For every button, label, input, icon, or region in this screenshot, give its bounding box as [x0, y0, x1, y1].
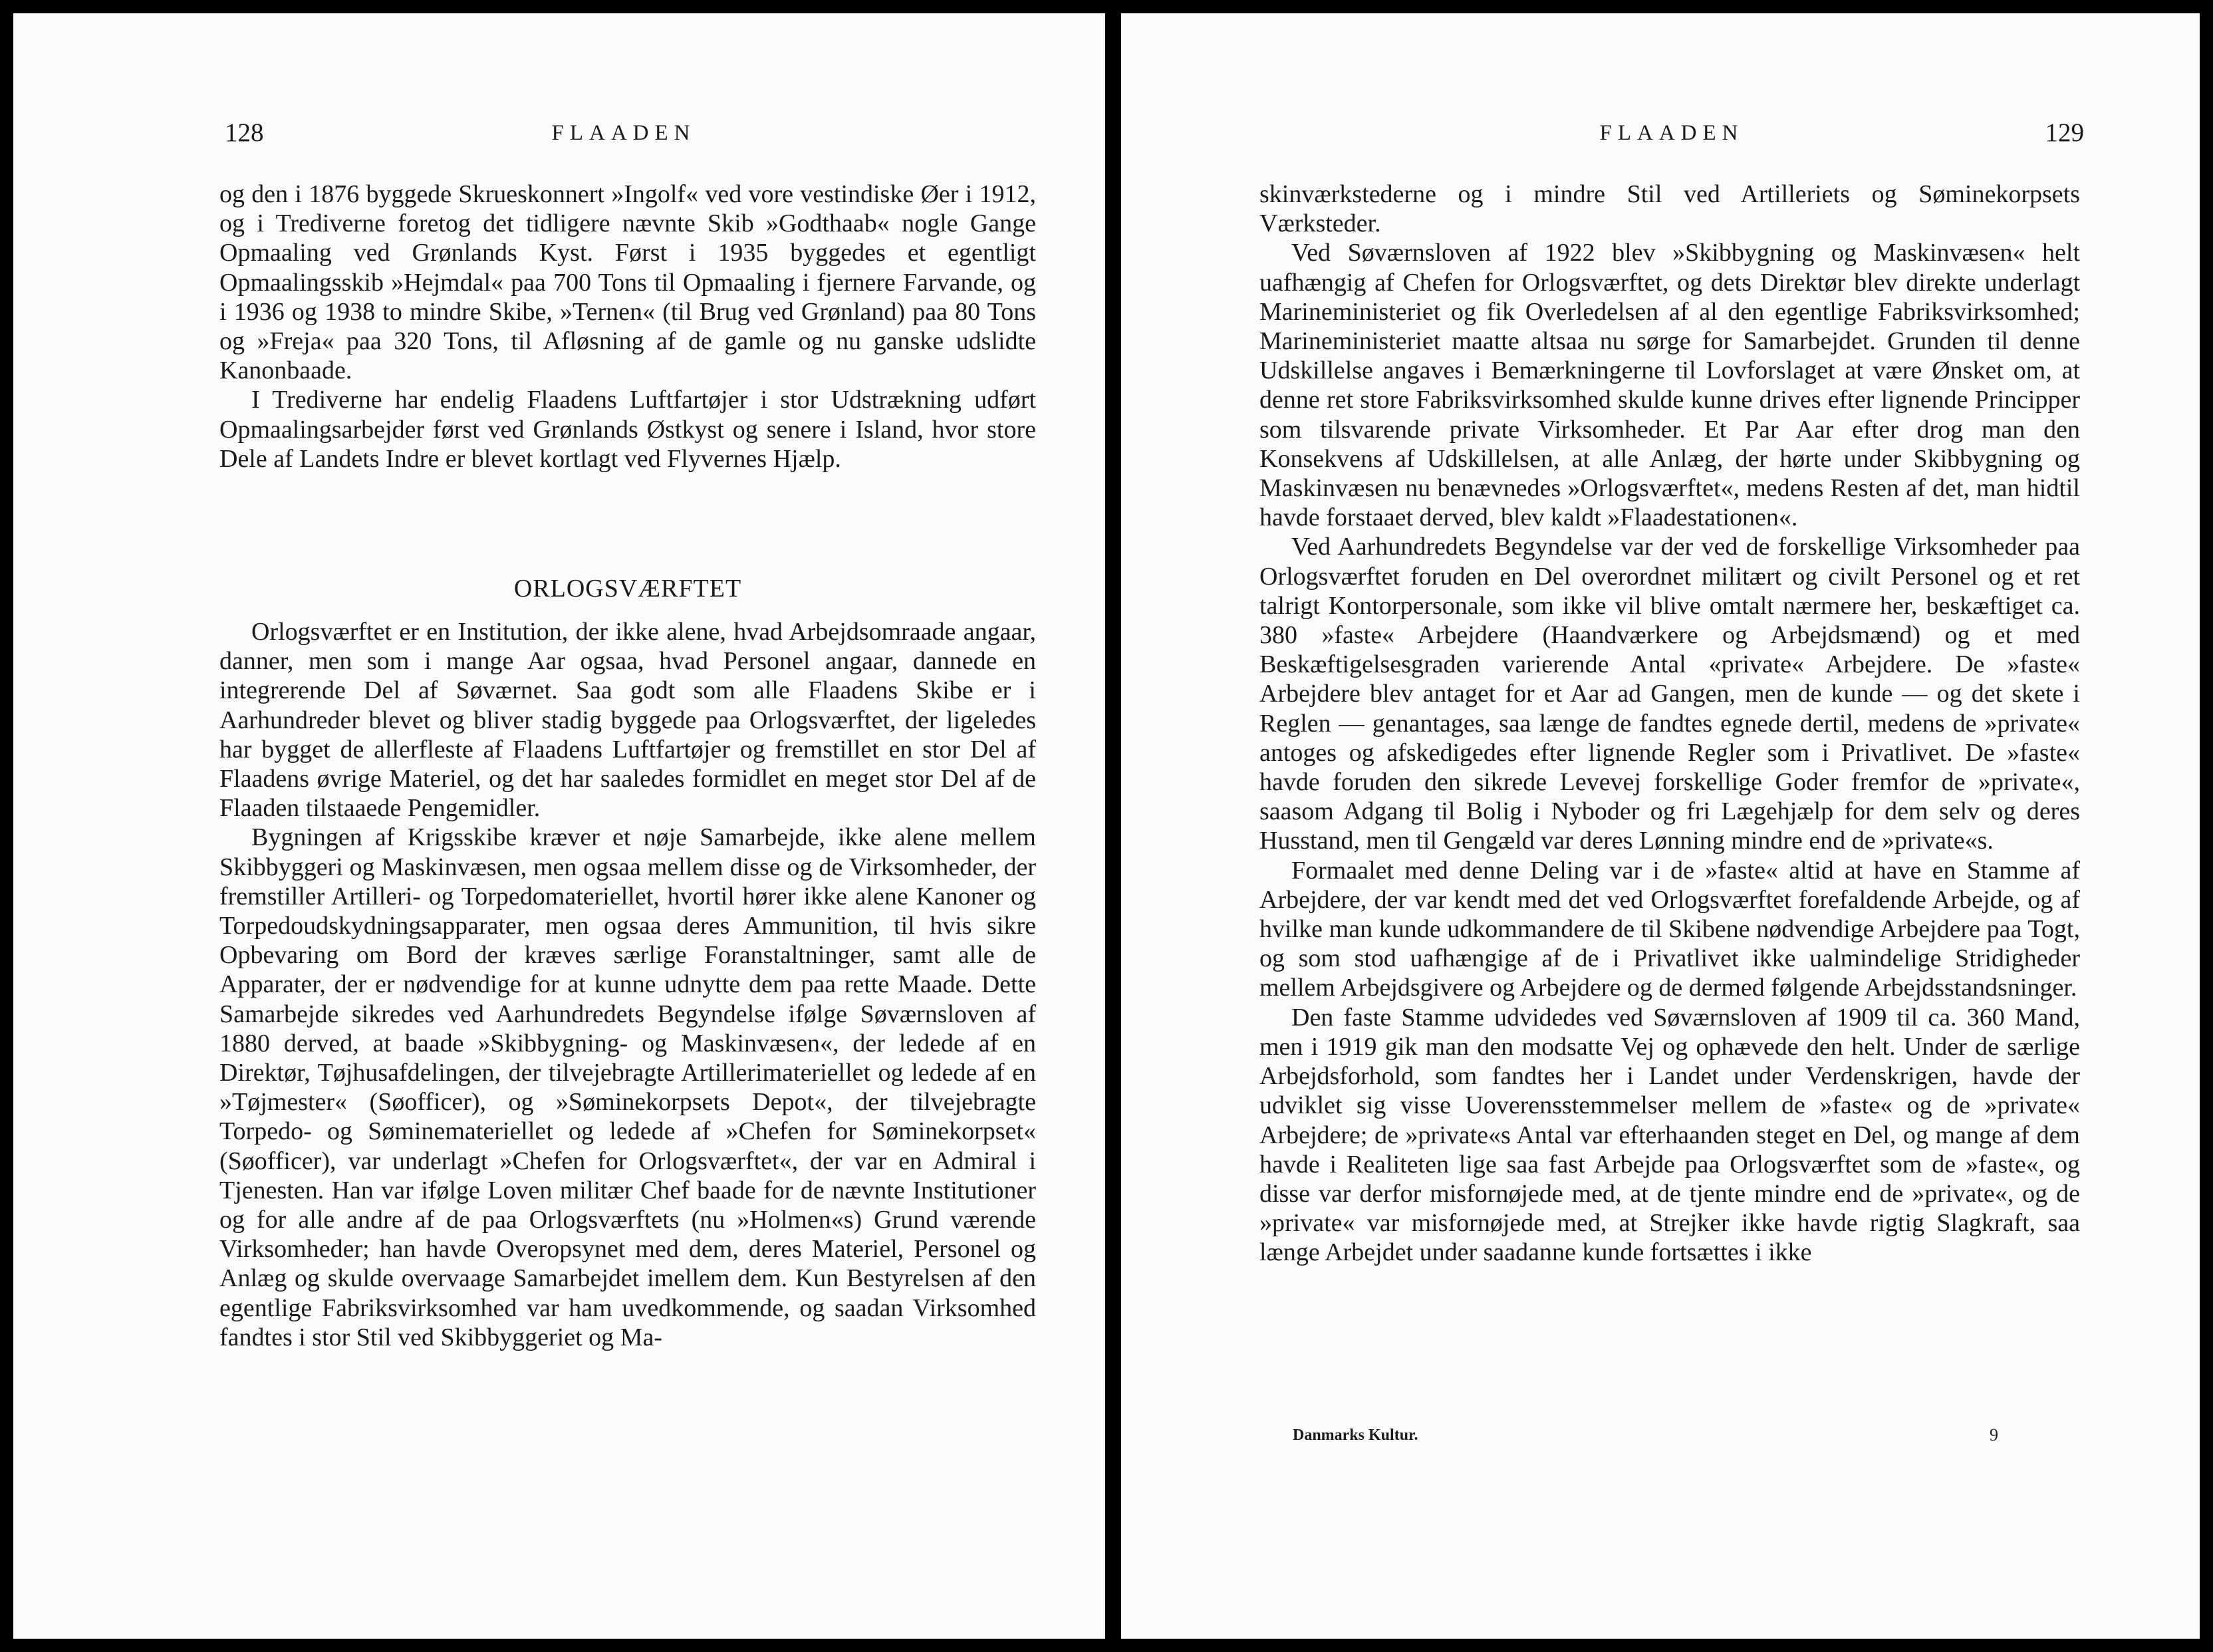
paragraph: og den i 1876 byggede Skrueskonnert »Ingolf« ved vore vestindiske Øer i 1912, og i Trediverne foretog det tidligere nævnte Skib »Godthaab« nogle Gange Opmaaling ved Grønlands Kyst. Først i 1935 byggedes et egentligt Opmaalingsskib »Hejmdal« paa 700 Tons til Opmaaling i fjernere Farvande, og i 1936 og 1938 to mindre Skibe, »Ternen« (til Brug ved Grønland) paa 80 Tons og »Freja« paa 320 Tons, til Afløsning af de gamle og nu ganske udslidte Kanonbaade.	[219, 180, 1036, 385]
page-number: 128	[225, 118, 264, 147]
paragraph: Den faste Stamme udvidedes ved Søværnsloven af 1909 til ca. 360 Mand, men i 1919 gik man den modsatte Vej og ophævede den helt. Under de særlige Arbejdsforhold, som fandtes her i Landet under Verdenskrigen, havde der udviklet sig visse Uoverensstemmelser mellem de »faste« og de »private« Arbejdere; de »private«s Antal var efterhaanden steget en Del, og mange af dem havde i Realiteten lige saa fast Arbejde paa Orlogsværftet som de »faste«, og disse var derfor misfornøjede med, at de tjente mindre end de »private«, og de »private« var misfornøjede med, at Strejker ikke havde rigtig Slagkraft, saa længe Arbejdet under saadanne kunde fortsættes i ikke	[1259, 1003, 2080, 1267]
section-heading: ORLOGSVÆRFTET	[513, 575, 742, 603]
paragraph: Bygningen af Krigsskibe kræver et nøje Samarbejde, ikke alene mellem Skibbyggeri og Maskinvæsen, men ogsaa mellem disse og de Virksomheder, der fremstiller Artilleri- og Torpedomateriellet, hvortil hører ikke alene Kanoner og Torpedoudskydningsapparater, men ogsaa deres Ammunition, til hvis sikre Opbevaring om Bord der kræves særlige Foranstaltninger, samt alle de Apparater, der er nødvendige for at kunne udnytte dem paa rette Maade. Dette Samarbejde sikredes ved Aarhundredets Begyndelse ifølge Søværnsloven af 1880 derved, at baade »Skibbygning- og Maskinvæsen«, der ledede af en Direktør, Tøjhusafdelingen, der tilvejebragte Artillerimateriellet og ledede af en »Tøjmester« (Søofficer), og »Søminekorpsets Depot«, der tilvejebragte Torpedo- og Søminemateriellet og ledede af »Chefen for Søminekorpset« (Søofficer), var underlagt »Chefen for Orlogsværftet«, der var en Admiral i Tjenesten. Han var ifølge Loven militær Chef baade for de nævnte Institutioner og for alle andre af de paa Orlogsværftets (nu »Holmen«s) Grund værende Virksomheder; han havde Overopsynet med dem, deres Materiel, Personel og Anlæg og skulde overvaage Samarbejdet imellem dem. Kun Bestyrelsen af den egentlige Fabriksvirksomhed var ham uvedkommende, og saadan Virksomhed fandtes i stor Stil ved Skibbyggeriet og Ma-	[219, 823, 1036, 1351]
paragraph: Ved Aarhundredets Begyndelse var der ved de forskellige Virksomheder paa Orlogsværftet foruden en Del overordnet militært og civilt Personel og et ret talrigt Kontorpersonale, som ikke vil blive omtalt nærmere her, beskæftiget ca. 380 »faste« Arbejdere (Haandværkere og Arbejdsmænd) og et med Beskæftigelsesgraden varierende Antal «private« Arbejdere. De »faste« Arbejdere blev antaget for et Aar ad Gangen, men de kunde — og det skete i Reglen — genantages, saa længe de fandtes egnede dertil, medens de »private« antoges og afskedigedes efter lignende Regler som i Privatlivet. De »faste« havde foruden den sikrede Levevej forskellige Goder fremfor de »private«, saasom Adgang til Bolig i Nyboder og fri Lægehjælp for dem selv og deres Husstand, men til Gengæld var deres Lønning mindre end de »private«s.	[1259, 533, 2080, 855]
page-header	[1259, 113, 2084, 153]
page-number: 129	[2045, 118, 2084, 147]
page-header	[225, 113, 1049, 153]
right-page	[1121, 13, 2200, 1639]
paragraph: Ved Søværnsloven af 1922 blev »Skibbygning og Maskinvæsen« helt uafhængig af Chefen for Orlogsværftet, og dets Direktør blev direkte underlagt Marineministeriet og fik Overledelsen af al den egentlige Fabriksvirksomhed; Marineministeriet maatte altsaa nu sørge for Samarbejdet. Grunden til denne Udskillelse angaves i Bemærkningerne til Lovforslaget at være Ønsket om, at denne ret store Fabriksvirksomhed skulde kunne drives efter lignende Principper som tilsvarende private Virksomheder. Et Par Aar efter drog man den Konsekvens af Udskillelsen, at alle Anlæg, der hørte under Skibbygning og Maskinvæsen nu benævnedes »Orlogsværftet«, medens Resten af det, man hidtil havde forstaaet derved, blev kaldt »Flaadestationen«.	[1259, 239, 2080, 532]
paragraph: Orlogsværftet er en Institution, der ikke alene, hvad Arbejdsomraade angaar, danner, men som i mange Aar ogsaa, hvad Personel angaar, dannede en integrerende Del af Søværnet. Saa godt som alle Flaadens Skibe er i Aarhundreder blevet og bliver stadig byggede paa Orlogsværftet, der ligeledes har bygget de allerfleste af Flaadens Luftfartøjer og fremstillet en stor Del af Flaadens øvrige Materiel, og det har saaledes formidlet en meget stor Del af de Flaaden tilstaaede Pengemidler.	[219, 618, 1036, 823]
body-text-section	[219, 617, 1036, 1352]
paragraph: Formaalet med denne Deling var i de »faste« altid at have en Stamme af Arbejdere, der var kendt med det ved Orlogsværftet forefaldende Arbejde, og af hvilke man kunde udkommandere de til Skibene nødvendige Arbejdere paa Togt, og som stod uafhængige af de i Privatlivet ikke ualmindelige Stridigheder mellem Arbejdsgivere og Arbejdere og de dermed følgende Arbejdsstandsninger.	[1259, 856, 2080, 1002]
footer-sheet-number: 9	[1990, 1425, 1998, 1445]
paragraph: skinværkstederne og i mindre Stil ved Artilleriets og Søminekorpsets Værksteder.	[1259, 180, 2080, 238]
footer-signature: Danmarks Kultur.	[1293, 1427, 1418, 1444]
running-title: FLAADEN	[551, 121, 696, 145]
left-page	[13, 13, 1105, 1639]
paragraph: I Trediverne har endelig Flaadens Luftfartøjer i stor Udstrækning udført Opmaalingsarbejder først ved Grønlands Østkyst og senere i Island, hvor store Dele af Landets Indre er blevet kortlagt ved Flyvernes Hjælp.	[219, 386, 1036, 473]
body-text	[1259, 180, 2080, 1268]
running-title: FLAADEN	[1599, 121, 1744, 145]
body-text-top	[219, 180, 1036, 474]
